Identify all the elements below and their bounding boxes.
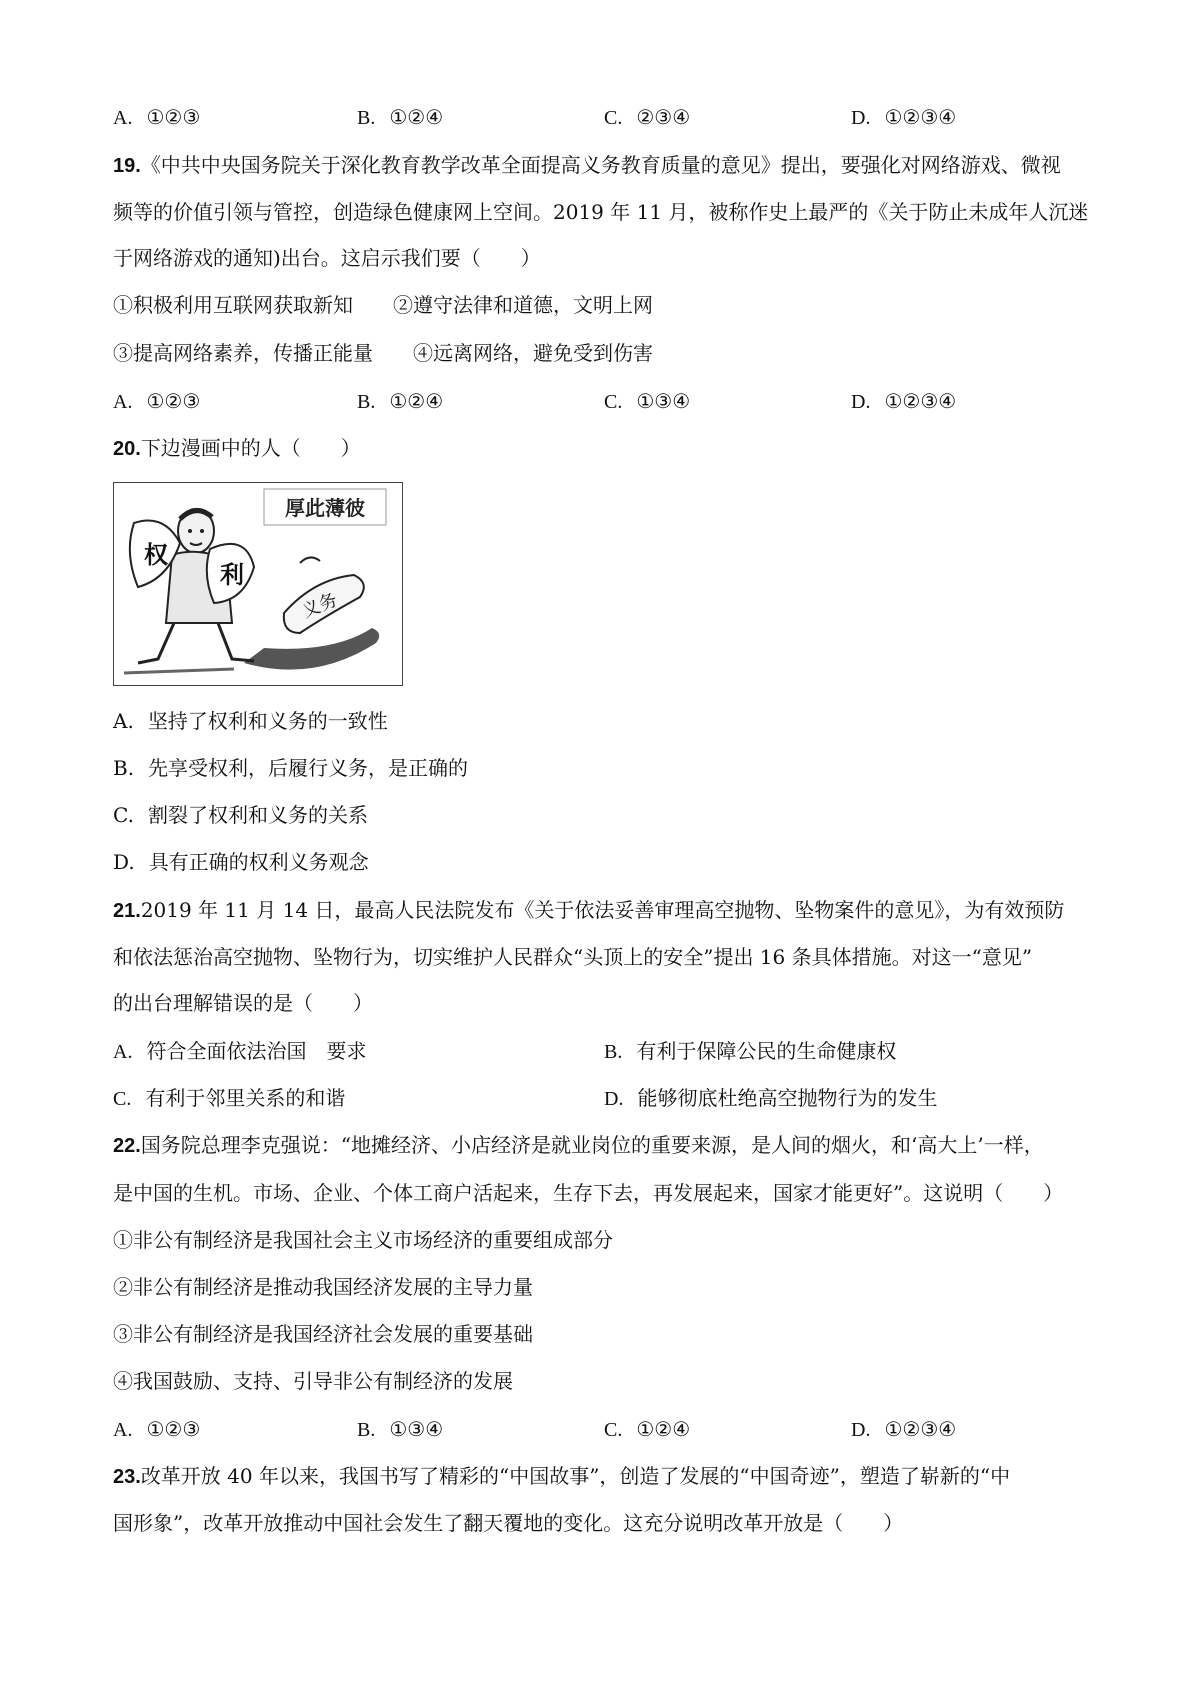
q20-stem: 20.下边漫画中的人（ ） bbox=[113, 436, 361, 460]
q22-option-a: A. ①②③ bbox=[113, 1417, 201, 1441]
q19-number: 19. bbox=[113, 155, 141, 177]
q19-stem-line-1: 19.《中共中央国务院关于深化教育教学改革全面提高义务教育质量的意见》提出，要强化对网络游戏、微视 bbox=[113, 153, 1061, 177]
q23-number: 23. bbox=[113, 1466, 141, 1488]
q21-option-a: A. 符合全面依法治国 要求 bbox=[113, 1039, 367, 1063]
q18-option-c: C. ②③④ bbox=[604, 105, 691, 129]
q19-option-a: A. ①②③ bbox=[113, 389, 201, 413]
q22-item-line-2: ②非公有制经济是推动我国经济发展的主导力量 bbox=[113, 1275, 533, 1299]
q19-stem-line-3: 于网络游戏的通知)出台。这启示我们要（ ） bbox=[113, 246, 541, 270]
q20-cartoon-image bbox=[113, 482, 403, 686]
q21-stem-line-2: 和依法惩治高空抛物、坠物行为，切实维护人民群众“头顶上的安全”提出 16 条具体措施。对这一“意见” bbox=[113, 945, 1033, 969]
q22-stem-line-1: 22.国务院总理李克强说：“地摊经济、小店经济是就业岗位的重要来源，是人间的烟火，和‘高大上’一样， bbox=[113, 1133, 1044, 1157]
q22-option-b: B. ①③④ bbox=[357, 1417, 444, 1441]
q20-option-c: C. 割裂了权利和义务的关系 bbox=[113, 803, 368, 827]
q23-stem-line-2: 国形象”，改革开放推动中国社会发生了翻天覆地的变化。这充分说明改革开放是（ ） bbox=[113, 1511, 904, 1535]
q23-stem-line-1: 23.改革开放 40 年以来，我国书写了精彩的“中国故事”，创造了发展的“中国奇迹”，塑造了崭新的“中 bbox=[113, 1464, 1011, 1488]
q19-stem-line-2: 频等的价值引领与管控，创造绿色健康网上空间。2019 年 11 月，被称作史上最严的《关于防止未成年人沉迷 bbox=[113, 200, 1089, 224]
q22-item-line-3: ③非公有制经济是我国经济社会发展的重要基础 bbox=[113, 1322, 533, 1346]
q20-number: 20. bbox=[113, 438, 141, 460]
q18-option-b: B. ①②④ bbox=[357, 105, 444, 129]
q21-number: 21. bbox=[113, 900, 141, 922]
q19-option-d: D. ①②③④ bbox=[851, 389, 957, 413]
cartoon-title-text: 厚此薄彼 bbox=[285, 496, 365, 520]
q19-item-line-1: ①积极利用互联网获取新知 ②遵守法律和道德，文明上网 bbox=[113, 293, 653, 317]
cartoon-li-char: 利 bbox=[220, 561, 244, 589]
q18-option-a: A. ①②③ bbox=[113, 105, 201, 129]
q19-option-c: C. ①③④ bbox=[604, 389, 691, 413]
q22-number: 22. bbox=[113, 1135, 141, 1157]
q21-option-c: C. 有利于邻里关系的和谐 bbox=[113, 1086, 346, 1110]
q20-option-a: A. 坚持了权利和义务的一致性 bbox=[113, 709, 388, 733]
q22-option-c: C. ①②④ bbox=[604, 1417, 691, 1441]
q21-option-b: B. 有利于保障公民的生命健康权 bbox=[604, 1039, 897, 1063]
q18-option-d: D. ①②③④ bbox=[851, 105, 957, 129]
q21-stem-line-1: 21.2019 年 11 月 14 日，最高人民法院发布《关于依法妥善审理高空抛物、坠物案件的意见》，为有效预防 bbox=[113, 898, 1065, 922]
q22-stem-line-2: 是中国的生机。市场、企业、个体工商户活起来，生存下去，再发展起来，国家才能更好”。这说明（ ） bbox=[113, 1181, 1064, 1205]
q21-stem-line-3: 的出台理解错误的是（ ） bbox=[113, 991, 373, 1015]
q22-item-line-4: ④我国鼓励、支持、引导非公有制经济的发展 bbox=[113, 1369, 513, 1393]
cartoon-scroll-text: 义务 bbox=[299, 589, 341, 623]
q22-option-d: D. ①②③④ bbox=[851, 1417, 957, 1441]
q22-item-line-1: ①非公有制经济是我国社会主义市场经济的重要组成部分 bbox=[113, 1228, 613, 1252]
q20-option-d: D. 具有正确的权利义务观念 bbox=[113, 850, 369, 874]
q19-option-b: B. ①②④ bbox=[357, 389, 444, 413]
cartoon-quan-char: 权 bbox=[144, 541, 168, 569]
q19-item-line-2: ③提高网络素养，传播正能量 ④远离网络，避免受到伤害 bbox=[113, 341, 653, 365]
q20-option-b: B. 先享受权利，后履行义务，是正确的 bbox=[113, 756, 469, 780]
q21-option-d: D. 能够彻底杜绝高空抛物行为的发生 bbox=[604, 1086, 938, 1110]
